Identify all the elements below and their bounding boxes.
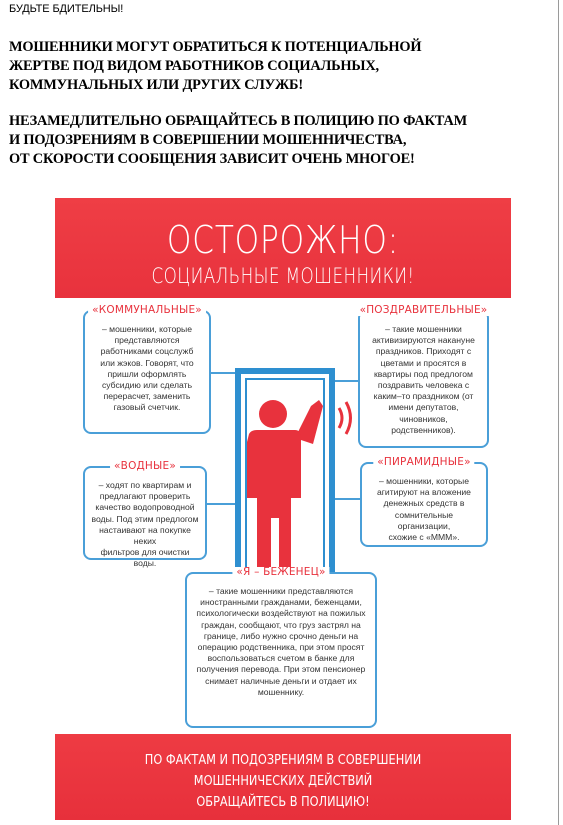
door-person-illustration (191, 348, 381, 588)
door-person-icon (191, 348, 381, 588)
box-piramidnye-text: – мошенники, которые агитируют на вложение денежных средств в сомнительные организации, схожие с «МММ». (377, 476, 471, 543)
poster-footer (55, 734, 511, 820)
connector-line (207, 503, 235, 505)
box-pozdravitelnye-title: «ПОЗДРАВИТЕЛЬНЫЕ» (356, 305, 492, 316)
poster-title: ОСТОРОЖНО: (166, 218, 400, 262)
warning-paragraph-1: МОШЕННИКИ МОГУТ ОБРАТИТЬСЯ К ПОТЕНЦИАЛЬНОЙ ЖЕРТВЕ ПОД ВИДОМ РАБОТНИКОВ СОЦИАЛЬНЫХ, КОММУНАЛЬНЫХ ИЛИ ДРУГИХ СЛУЖБ! (9, 39, 422, 93)
poster-header (55, 198, 511, 298)
warning-paragraph-2: НЕЗАМЕДЛИТЕЛЬНО ОБРАЩАЙТЕСЬ В ПОЛИЦИЮ ПО ФАКТАМ И ПОДОЗРЕНИЯМ В СОВЕРШЕНИИ МОШЕННИЧЕСТВА, ОТ СКОРОСТИ СООБЩЕНИЯ ЗАВИСИТ ОЧЕНЬ МНОГОЕ! (9, 113, 468, 167)
box-bezhenets (185, 566, 377, 728)
connector-line (335, 380, 358, 382)
connector-line (335, 498, 360, 500)
box-kommunalnye (83, 304, 211, 434)
box-pozdravitelnye (358, 304, 489, 448)
poster-footer-text: ПО ФАКТАМ И ПОДОЗРЕНИЯМ В СОВЕРШЕНИИ МОШЕННИЧЕСКИХ ДЕЙСТВИЙ ОБРАЩАЙТЕСЬ В ПОЛИЦИЮ! (144, 752, 422, 810)
box-vodnye-title: «ВОДНЫЕ» (110, 461, 180, 472)
box-bezhenets-title: «Я – БЕЖЕНЕЦ» (232, 567, 329, 578)
box-kommunalnye-text: – мошенники, которые представляются работниками соцслужб или жэков. Говорят, что пришли оформлять субсидию или сделать перерасчет, заменить газовый счетчик. (100, 324, 194, 413)
header-label: БУДЬТЕ БДИТЕЛЬНЫ! (9, 3, 124, 15)
box-kommunalnye-title: «КОММУНАЛЬНЫЕ» (88, 305, 206, 316)
box-pozdravitelnye-text: – такие мошенники активизируются накануне праздников. Приходят с цветами и просятся в квартиры под предлогом поздравить человека с каким–то праздником (от имени депутатов, чиновников, родственников). (372, 324, 475, 435)
poster-subtitle: СОЦИАЛЬНЫЕ МОШЕННИКИ! (151, 264, 415, 288)
box-vodnye-text: – ходят по квартирам и предлагают проверить качество водопроводной воды. Под этим предлогом настаивают на покупке неких фильтров для очистки воды. (91, 480, 199, 569)
right-border-line (558, 0, 559, 825)
box-piramidnye (360, 456, 488, 547)
poster (55, 198, 511, 820)
box-bezhenets-text: – такие мошенники представляются иностранными гражданами, беженцами, психологически воздействуют на пожилых граждан, сообщают, что груз застрял на границе, либо нужно срочно деньги на операцию родственника, при этом просят воспользоваться счетом в банке для получения перевода. При этом пенсионер снимает наличные деньги и отдает их мошеннику. (196, 586, 366, 697)
connector-line (211, 372, 235, 374)
box-piramidnye-title: «ПИРАМИДНЫЕ» (373, 457, 474, 468)
box-vodnye (83, 460, 207, 569)
